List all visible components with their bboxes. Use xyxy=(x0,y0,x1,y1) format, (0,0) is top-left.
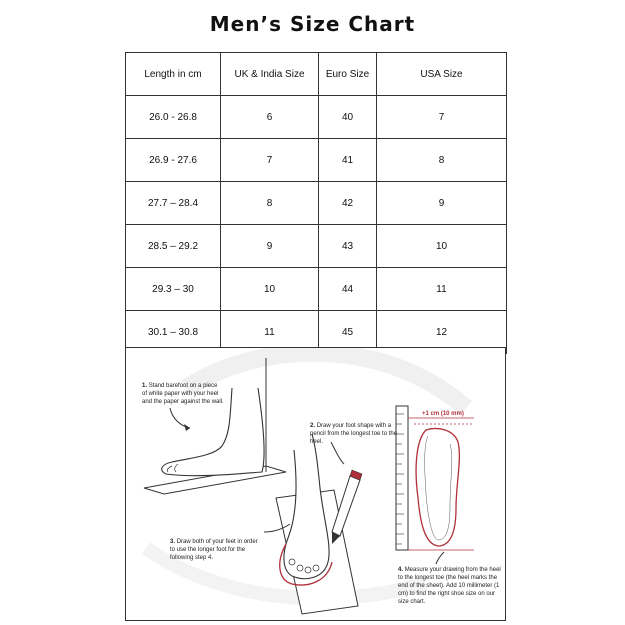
page-title: Men’s Size Chart xyxy=(209,12,416,36)
cell-euro: 42 xyxy=(319,182,377,225)
cell-length: 29.3 – 30 xyxy=(126,268,221,311)
arrow-icon xyxy=(170,408,190,428)
table-row xyxy=(126,96,507,139)
footprint-icon xyxy=(416,429,459,547)
step-1-text: 1. Stand barefoot on a piece of white paper with your heel and the paper against the wall. xyxy=(142,383,224,405)
cell-euro: 41 xyxy=(319,139,377,182)
cell-length: 30.1 – 30.8 xyxy=(126,311,221,354)
table-row xyxy=(126,182,507,225)
cell-euro: 40 xyxy=(319,96,377,139)
cell-length: 26.0 - 26.8 xyxy=(126,96,221,139)
cell-euro: 44 xyxy=(319,268,377,311)
cell-length: 26.9 - 27.6 xyxy=(126,139,221,182)
step-4-text: 4. Measure your drawing from the heel to the longest toe (the heel marks the end of the sheet). Add 10 millimeter (1 cm) to find the right shoe size on our size chart. xyxy=(398,567,501,605)
cell-uk-india: 9 xyxy=(221,225,319,268)
cell-length: 27.7 – 28.4 xyxy=(126,182,221,225)
arrow-icon xyxy=(436,552,444,564)
cell-uk-india: 7 xyxy=(221,139,319,182)
step-2-text: 2. Draw your foot shape with a pencil from the longest toe to the heel. xyxy=(310,423,398,445)
cell-usa: 9 xyxy=(377,182,507,225)
cell-euro: 45 xyxy=(319,311,377,354)
cell-uk-india: 11 xyxy=(221,311,319,354)
table-row xyxy=(126,268,507,311)
header-length: Length in cm xyxy=(126,53,221,96)
cell-usa: 11 xyxy=(377,268,507,311)
cell-usa: 10 xyxy=(377,225,507,268)
cell-usa: 12 xyxy=(377,311,507,354)
table-row xyxy=(126,225,507,268)
ruler-label: +1 cm (10 mm) xyxy=(422,411,464,417)
step-3-text: 3. Draw both of your feet in order to use the longer foot for the following step 4. xyxy=(170,539,258,561)
tracing-foot-icon xyxy=(276,434,358,614)
table-header-row xyxy=(126,53,507,96)
cell-length: 28.5 – 29.2 xyxy=(126,225,221,268)
cell-uk-india: 10 xyxy=(221,268,319,311)
cell-uk-india: 8 xyxy=(221,182,319,225)
header-euro: Euro Size xyxy=(319,53,377,96)
cell-usa: 8 xyxy=(377,139,507,182)
cell-euro: 43 xyxy=(319,225,377,268)
measuring-guide xyxy=(125,347,506,621)
cell-uk-india: 6 xyxy=(221,96,319,139)
size-chart-table xyxy=(125,52,507,354)
cell-usa: 7 xyxy=(377,96,507,139)
header-uk-india: UK & India Size xyxy=(221,53,319,96)
table-row xyxy=(126,139,507,182)
header-usa: USA Size xyxy=(377,53,507,96)
